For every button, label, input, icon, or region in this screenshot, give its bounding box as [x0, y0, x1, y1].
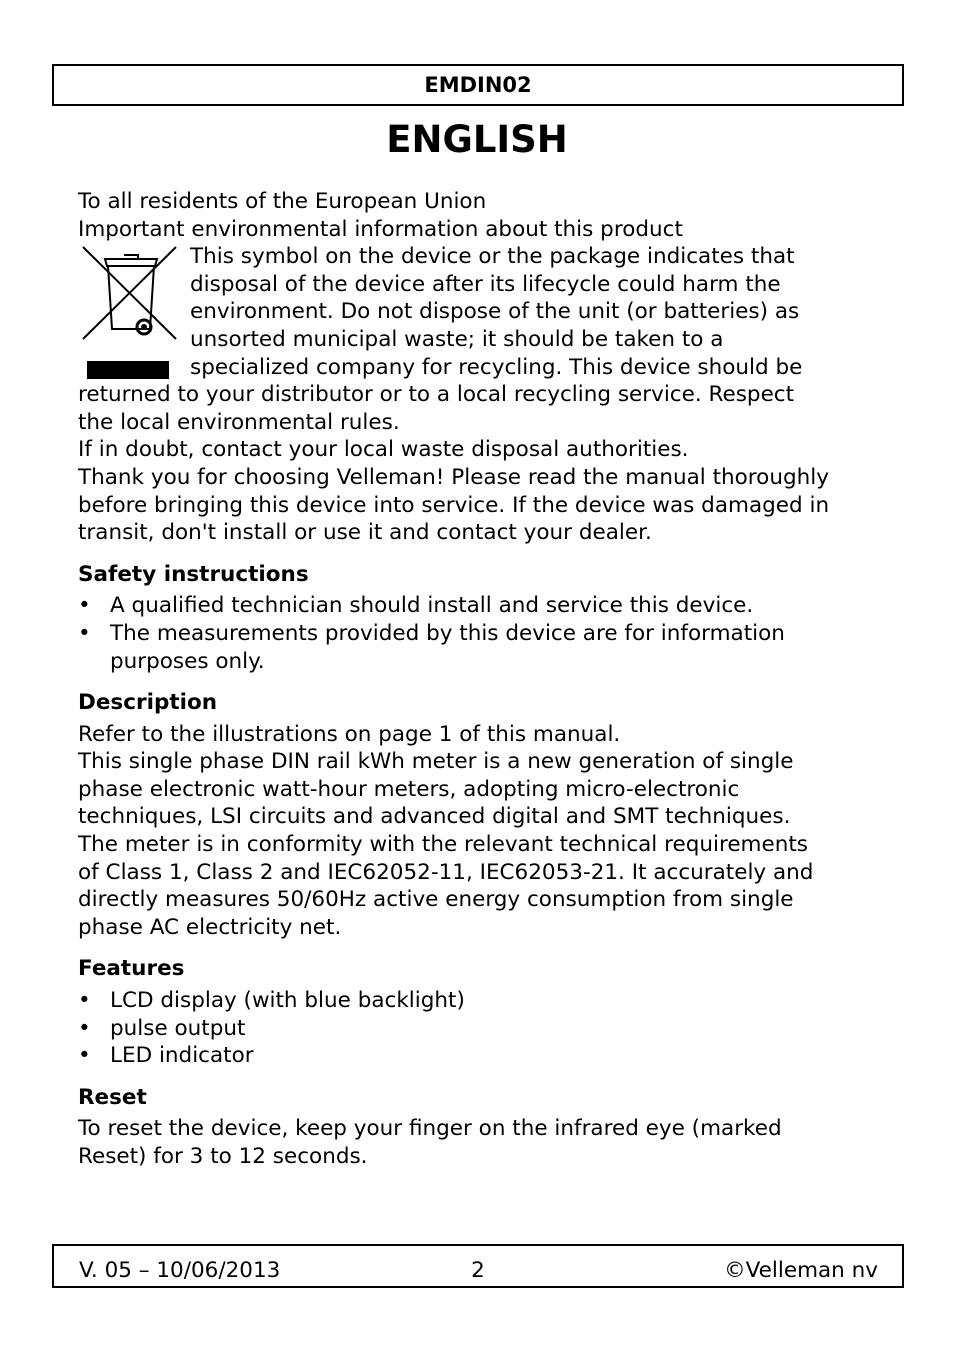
safety-list	[78, 592, 878, 675]
features-list	[78, 987, 878, 1070]
language-title: ENGLISH	[386, 118, 568, 161]
description-line: of Class 1, Class 2 and IEC62052-11, IEC62053-21. It accurately and	[78, 859, 814, 885]
list-item-text: • A qualified technician should install and service this device.	[110, 593, 754, 619]
header-box	[52, 64, 904, 106]
weee-text-line: disposal of the device after its lifecycle could harm the	[190, 271, 781, 297]
model-code: EMDIN02	[424, 73, 532, 97]
reset-heading: Reset	[78, 1084, 147, 1110]
footer-box	[52, 1244, 904, 1288]
intro-text-line: returned to your distributor or to a local recycling service. Respect	[78, 382, 795, 408]
weee-notice	[78, 243, 878, 381]
description-line: The meter is in conformity with the relevant technical requirements	[78, 832, 808, 858]
description-line: techniques, LSI circuits and advanced digital and SMT techniques.	[78, 804, 791, 830]
intro-line-eu-residents: To all residents of the European Union	[78, 189, 487, 214]
page-number: 2	[471, 1258, 485, 1283]
list-item-text: LED indicator	[110, 1043, 254, 1069]
description-line: This single phase DIN rail kWh meter is a new generation of single	[78, 749, 794, 775]
description-line: phase AC electricity net.	[78, 914, 342, 940]
list-item-text: purposes only.	[110, 648, 265, 674]
weee-text-line: specialized company for recycling. This device should be	[190, 354, 803, 380]
intro-text-line: Thank you for choosing Velleman! Please read the manual thoroughly	[78, 464, 829, 490]
intro-line-environmental-info: Important environmental information about this product	[78, 216, 683, 242]
list-item	[78, 987, 878, 1015]
weee-text-line: environment. Do not dispose of the unit (or batteries) as	[190, 299, 800, 325]
description-line: phase electronic watt-hour meters, adopting micro-electronic	[78, 776, 740, 802]
list-item	[78, 1015, 878, 1043]
description-line: directly measures 50/60Hz active energy consumption from single	[78, 887, 794, 913]
page-content	[78, 188, 878, 1171]
intro-text-line: transit, don't install or use it and contact your dealer.	[78, 520, 652, 546]
intro-text-line: If in doubt, contact your local waste disposal authorities.	[78, 437, 689, 463]
safety-heading: Safety instructions	[78, 561, 309, 587]
copyright: ©Velleman nv	[724, 1258, 878, 1283]
intro-text-line: the local environmental rules.	[78, 409, 400, 435]
intro-text-line: before bringing this device into service. If the device was damaged in	[78, 492, 830, 518]
description-line: Refer to the illustrations on page 1 of this manual.	[78, 721, 621, 747]
list-item-text: • The measurements provided by this device are for information	[110, 620, 785, 646]
crossed-out-wheelie-bin-icon	[78, 245, 178, 381]
description-heading: Description	[78, 690, 218, 716]
version-date: V. 05 – 10/06/2013	[79, 1258, 281, 1283]
list-item-text: pulse output	[110, 1015, 246, 1041]
list-item	[78, 1042, 878, 1070]
features-heading: Features	[78, 956, 185, 982]
list-item	[78, 620, 878, 675]
list-item	[78, 592, 878, 620]
reset-line: Reset) for 3 to 12 seconds.	[78, 1144, 368, 1169]
weee-text-line: This symbol on the device or the package indicates that	[190, 244, 795, 270]
weee-text-line: unsorted municipal waste; it should be taken to a	[190, 326, 724, 352]
reset-line: To reset the device, keep your finger on the infrared eye (marked	[78, 1116, 782, 1142]
list-item-text: LCD display (with blue backlight)	[110, 988, 465, 1014]
